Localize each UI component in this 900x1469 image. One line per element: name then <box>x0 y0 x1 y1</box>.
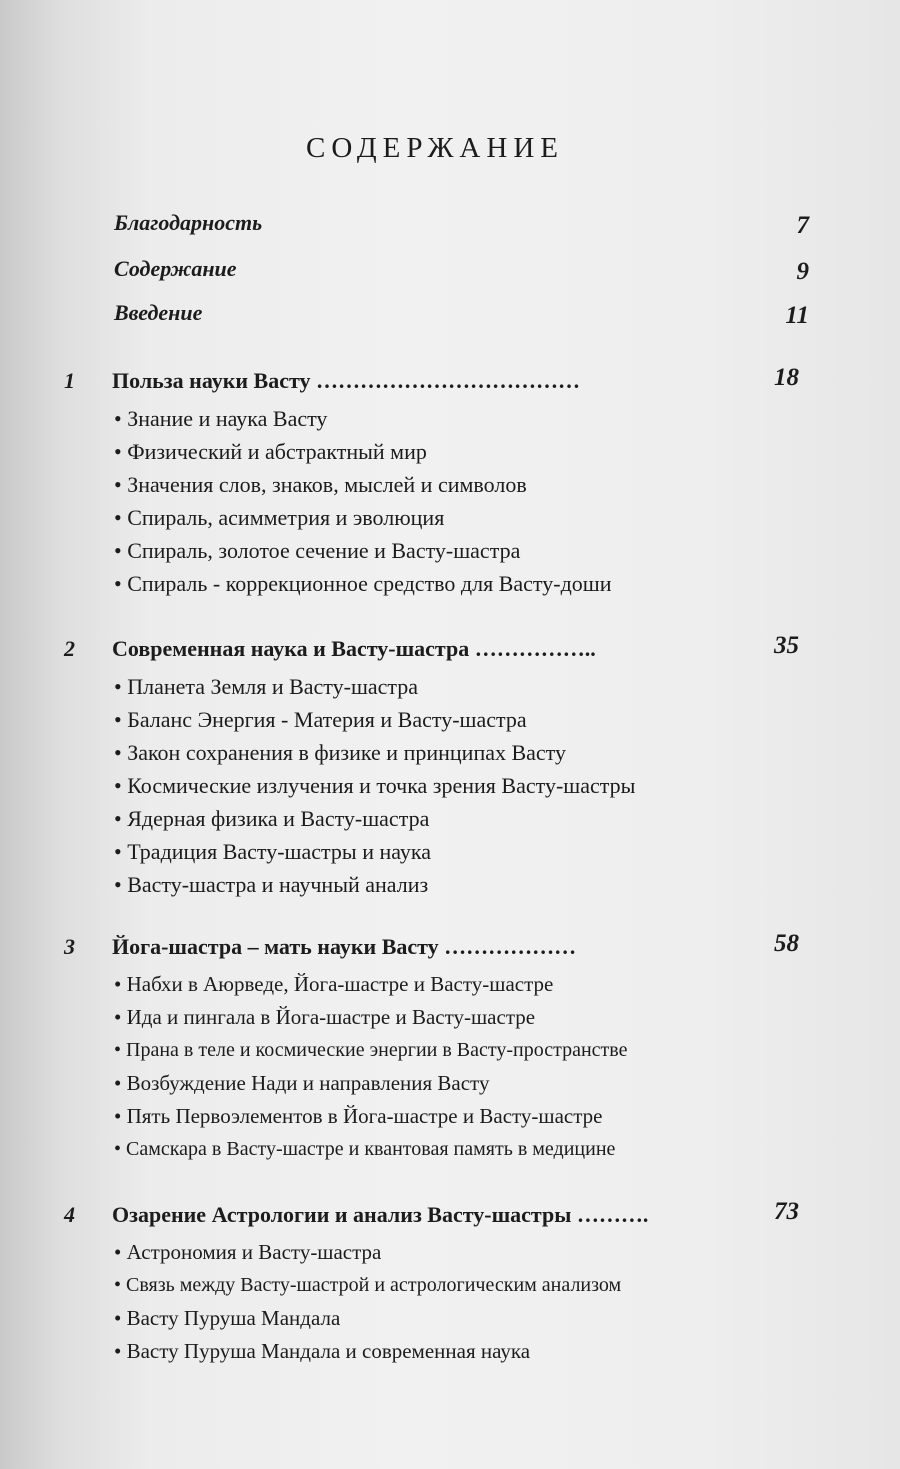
chapter-3 <box>64 930 809 1166</box>
chapter-page-number: 18 <box>774 364 799 391</box>
chapter-title: Современная наука и Васту-шастра …………….. <box>112 636 596 661</box>
section-item[interactable]: • Связь между Васту-шастрой и астрологическим анализом <box>114 1269 809 1302</box>
chapter-heading[interactable] <box>64 930 809 968</box>
entry-title: Содержание <box>114 256 237 281</box>
section-item[interactable]: • Космические излучения и точка зрения Васту-шастры <box>114 769 809 802</box>
section-item[interactable]: • Астрономия и Васту-шастра <box>114 1236 809 1269</box>
chapter-page-number: 73 <box>774 1198 799 1225</box>
entry-title: Введение <box>114 300 203 325</box>
chapter-heading[interactable] <box>64 364 809 402</box>
entry-page-number: 9 <box>796 258 809 285</box>
section-item[interactable]: • Планета Земля и Васту-шастра <box>114 670 809 703</box>
entry-title: Благодарность <box>114 210 263 235</box>
section-item[interactable]: • Значения слов, знаков, мыслей и символов <box>114 468 809 501</box>
chapter-title: Озарение Астрологии и анализ Васту-шастры ………. <box>112 1202 649 1227</box>
entry-page-number: 11 <box>785 302 809 329</box>
section-item[interactable]: • Знание и наука Васту <box>114 402 809 435</box>
front-matter-entry[interactable] <box>114 256 809 285</box>
chapter-title: Йога-шастра – мать науки Васту ……………… <box>112 934 577 959</box>
section-item[interactable]: • Пять Первоэлементов в Йога-шастре и Васту-шастре <box>114 1100 809 1133</box>
chapter-1 <box>64 364 809 600</box>
chapter-4 <box>64 1198 809 1368</box>
chapter-sections <box>64 1236 809 1368</box>
section-item[interactable]: • Прана в теле и космические энергии в Васту-пространстве <box>114 1034 809 1067</box>
chapter-sections <box>64 670 809 901</box>
section-item[interactable]: • Васту Пуруша Мандала и современная наука <box>114 1335 809 1368</box>
chapter-number: 4 <box>64 1202 75 1227</box>
entry-page-number: 7 <box>796 212 809 239</box>
section-item[interactable]: • Возбуждение Нади и направления Васту <box>114 1067 809 1100</box>
section-item[interactable]: • Ида и пингала в Йога-шастре и Васту-шастре <box>114 1001 809 1034</box>
section-item[interactable]: • Набхи в Аюрведе, Йога-шастре и Васту-шастре <box>114 968 809 1001</box>
chapter-number: 1 <box>64 368 75 393</box>
section-item[interactable]: • Физический и абстрактный мир <box>114 435 809 468</box>
chapter-sections <box>64 968 809 1166</box>
page-title: СОДЕРЖАНИЕ <box>306 132 564 164</box>
chapter-2 <box>64 632 809 901</box>
section-item[interactable]: • Спираль, золотое сечение и Васту-шастра <box>114 534 809 567</box>
chapter-page-number: 35 <box>774 632 799 659</box>
chapter-number: 2 <box>64 636 75 661</box>
section-item[interactable]: • Баланс Энергия - Материя и Васту-шастра <box>114 703 809 736</box>
section-item[interactable]: • Самскара в Васту-шастре и квантовая память в медицине <box>114 1133 809 1166</box>
front-matter-entry[interactable] <box>114 300 809 329</box>
section-item[interactable]: • Спираль - коррекционное средство для Васту-доши <box>114 567 809 600</box>
chapter-heading[interactable] <box>64 1198 809 1236</box>
chapter-sections <box>64 402 809 600</box>
section-item[interactable]: • Васту-шастра и научный анализ <box>114 868 809 901</box>
section-item[interactable]: • Закон сохранения в физике и принципах Васту <box>114 736 809 769</box>
section-item[interactable]: • Спираль, асимметрия и эволюция <box>114 501 809 534</box>
chapter-heading[interactable] <box>64 632 809 670</box>
front-matter-entry[interactable] <box>114 210 809 239</box>
section-item[interactable]: • Васту Пуруша Мандала <box>114 1302 809 1335</box>
chapter-title: Польза науки Васту ……………………………… <box>112 368 581 393</box>
section-item[interactable]: • Традиция Васту-шастры и наука <box>114 835 809 868</box>
chapter-page-number: 58 <box>774 930 799 957</box>
section-item[interactable]: • Ядерная физика и Васту-шастра <box>114 802 809 835</box>
chapter-number: 3 <box>64 934 75 959</box>
